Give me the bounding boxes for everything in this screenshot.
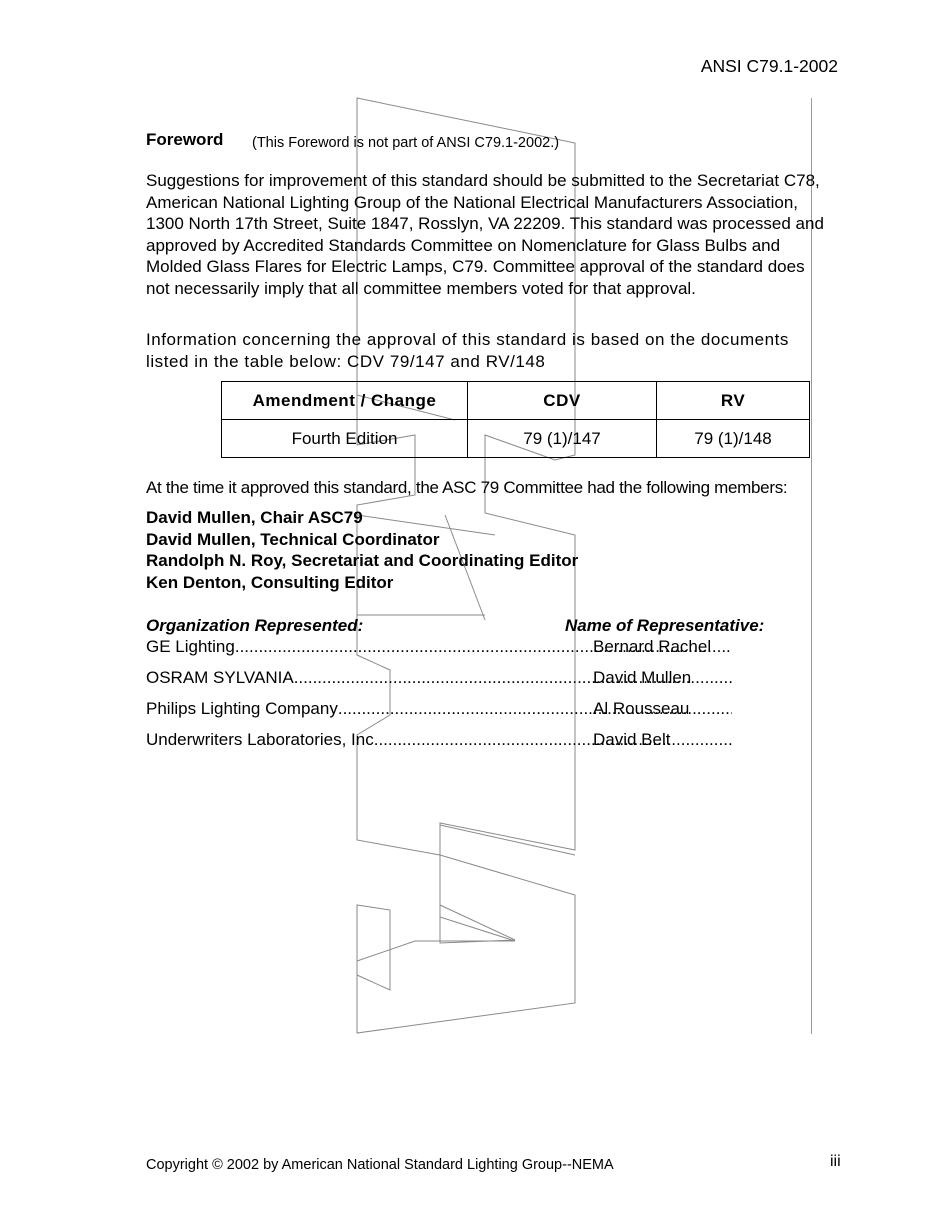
list-item — [146, 730, 732, 750]
organization-name: OSRAM SYLVANIA — [146, 668, 294, 687]
cell-amendment: Fourth Edition — [222, 420, 468, 458]
table-row — [222, 420, 810, 458]
column-header-cdv: CDV — [468, 382, 657, 420]
officer-line: David Mullen, Chair ASC79 — [146, 508, 363, 527]
dot-leader — [378, 730, 732, 750]
representative-column-header: Name of Representative: — [565, 616, 765, 635]
representative-name: Bernard Rachel — [593, 637, 712, 656]
list-item — [146, 637, 732, 657]
organization-column-header: Organization Represented: — [146, 616, 364, 635]
copyright-notice: Copyright © 2002 by American National Standard Lighting Group--NEMA — [146, 1157, 614, 1173]
organization-name: Philips Lighting Company — [146, 699, 338, 718]
column-header-amendment: Amendment / Change — [222, 382, 468, 420]
cell-rv: 79 (1)/148 — [657, 420, 810, 458]
representative-name: Al Rousseau — [593, 699, 690, 718]
members-intro: At the time it approved this standard, the ASC 79 Committee had the following members: — [146, 478, 788, 497]
document-id-header: ANSI C79.1-2002 — [700, 56, 838, 76]
approval-table — [221, 381, 810, 458]
foreword-note: (This Foreword is not part of ANSI C79.1-2002.) — [252, 135, 560, 151]
representative-name: David Mullen — [593, 668, 692, 687]
list-item — [146, 699, 732, 719]
cell-cdv: 79 (1)/147 — [468, 420, 657, 458]
officer-line: Ken Denton, Consulting Editor — [146, 573, 394, 592]
approval-table-header-row — [222, 382, 810, 420]
officer-line: David Mullen, Technical Coordinator — [146, 530, 440, 549]
officer-line: Randolph N. Roy, Secretariat and Coordinating Editor — [146, 551, 579, 570]
foreword-paragraph-approval-info: Information concerning the approval of this standard is based on the documents listed in the table below: CDV 79/147 and RV/148 — [146, 330, 789, 371]
foreword-heading: Foreword — [146, 130, 224, 149]
foreword-paragraph-submission: Suggestions for improvement of this standard should be submitted to the Secretariat C78, American National Lighting Group of the National Electrical Manufacturers Association, 1300 North 17th Street, Suite 1847, Rosslyn, VA 22209. This standard was processed and approved by Accredited Standards Committee on Nomenclature for Glass Bulbs and Molded Glass Flares for Electric Lamps, C79. Committee approval of the standard does not necessarily imply that all committee members voted for that approval. — [146, 171, 824, 298]
page-number: iii — [830, 1153, 841, 1170]
organization-name: Underwriters Laboratories, Inc. — [146, 730, 379, 749]
representative-name: David Belt — [593, 730, 671, 749]
organization-name: GE Lighting — [146, 637, 235, 656]
list-item — [146, 668, 732, 688]
column-header-rv: RV — [657, 382, 810, 420]
